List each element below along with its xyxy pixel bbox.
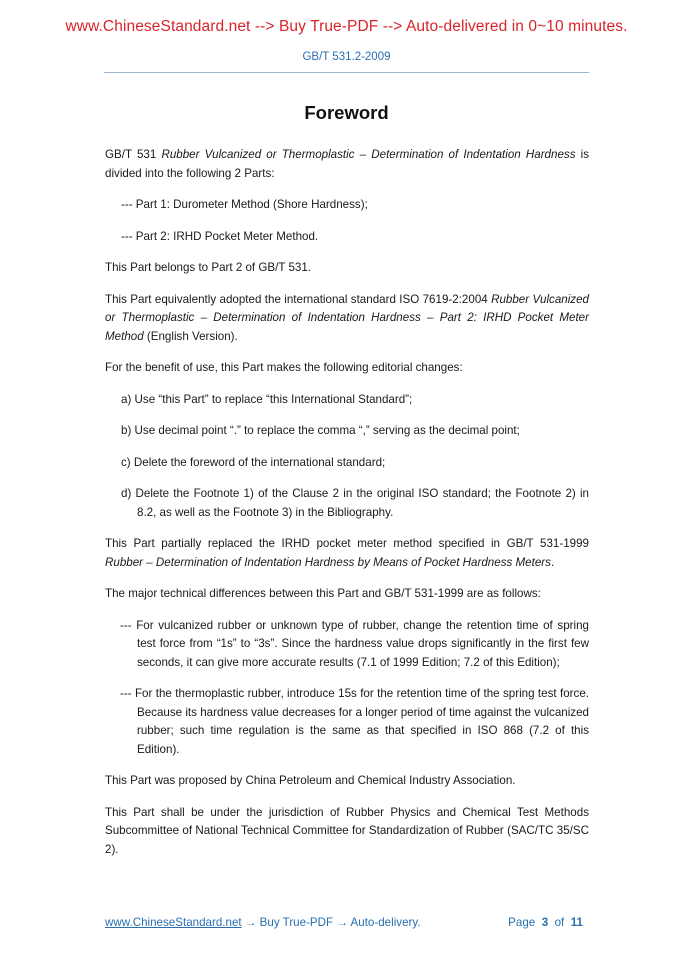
editorial-change-item: b) Use decimal point “.” to replace the comma “,” serving as the decimal point; — [121, 424, 520, 437]
replaced-paragraph: This Part partially replaced the IRHD pocket meter method specified in GB/T 531-1999 Rubber – Determination of Indentation Hardness by Means of Pocket Hardness Meters. — [105, 537, 589, 569]
editorial-change-item: a) Use “this Part” to replace “this International Standard”; — [121, 392, 413, 406]
page-number: 3 — [541, 916, 549, 929]
footer-tagline: → Buy True-PDF → Auto-delivery. — [241, 916, 421, 929]
page-total: 11 — [570, 916, 583, 929]
footer-site-link[interactable]: www.ChineseStandard.net — [105, 916, 242, 929]
page-footer — [105, 916, 583, 934]
difference-item: --- For vulcanized rubber or unknown type of rubber, change the retention time of spring test force from “1s” to “3s”. Since the hardness value drops significantly in the first few seconds, it can give more accurate results (7.1 of 1999 Edition; 7.2 of this Edition); — [120, 618, 589, 669]
header-divider — [104, 72, 589, 73]
editorial-change-item: d) Delete the Footnote 1) of the Clause 2 in the original ISO standard; the Footnote 2) in 8.2, as well as the Footnote 3) in the Bibliography. — [121, 487, 589, 519]
equivalence-paragraph: This Part equivalently adopted the international standard ISO 7619-2:2004 Rubber Vulcanized or Thermoplastic – Determination of Indentation Hardness – Part 2: IRHD Pocket Meter Method (English Version). — [105, 292, 589, 343]
page-title: Foreword — [304, 102, 389, 123]
proposed-paragraph: This Part was proposed by China Petroleum and Chemical Industry Association. — [105, 774, 516, 787]
difference-item: --- For the thermoplastic rubber, introduce 15s for the retention time of the spring test force. Because its hardness value decreases for a longer period of time against the vulcanized rubber; such time regulation is the same as that specified in ISO 868 (7.2 of this Edition). — [120, 687, 589, 756]
differences-intro: The major technical differences between this Part and GB/T 531-1999 are as follows: — [105, 587, 541, 600]
benefit-paragraph: For the benefit of use, this Part makes the following editorial changes: — [105, 361, 463, 374]
top-promo-banner[interactable]: www.ChineseStandard.net --> Buy True-PDF --> Auto-delivered in 0~10 minutes. — [65, 18, 628, 35]
belongs-paragraph: This Part belongs to Part 2 of GB/T 531. — [105, 261, 312, 274]
intro-paragraph: GB/T 531 Rubber Vulcanized or Thermoplastic – Determination of Indentation Hardness is divided into the following 2 Parts: — [105, 148, 590, 180]
part-list-item: --- Part 2: IRHD Pocket Meter Method. — [121, 229, 319, 243]
document-body — [105, 146, 589, 872]
jurisdiction-paragraph: This Part shall be under the jurisdiction of Rubber Physics and Chemical Test Methods Subcommittee of National Technical Committee for Standardization of Rubber (SAC/TC 35/SC 2). — [105, 805, 589, 856]
standard-id-header: GB/T 531.2-2009 — [302, 51, 391, 63]
part-list-item: --- Part 1: Durometer Method (Shore Hardness); — [121, 198, 368, 211]
editorial-change-item: c) Delete the foreword of the international standard; — [121, 455, 386, 469]
page-indicator: Page 3 of 11 — [508, 916, 583, 929]
